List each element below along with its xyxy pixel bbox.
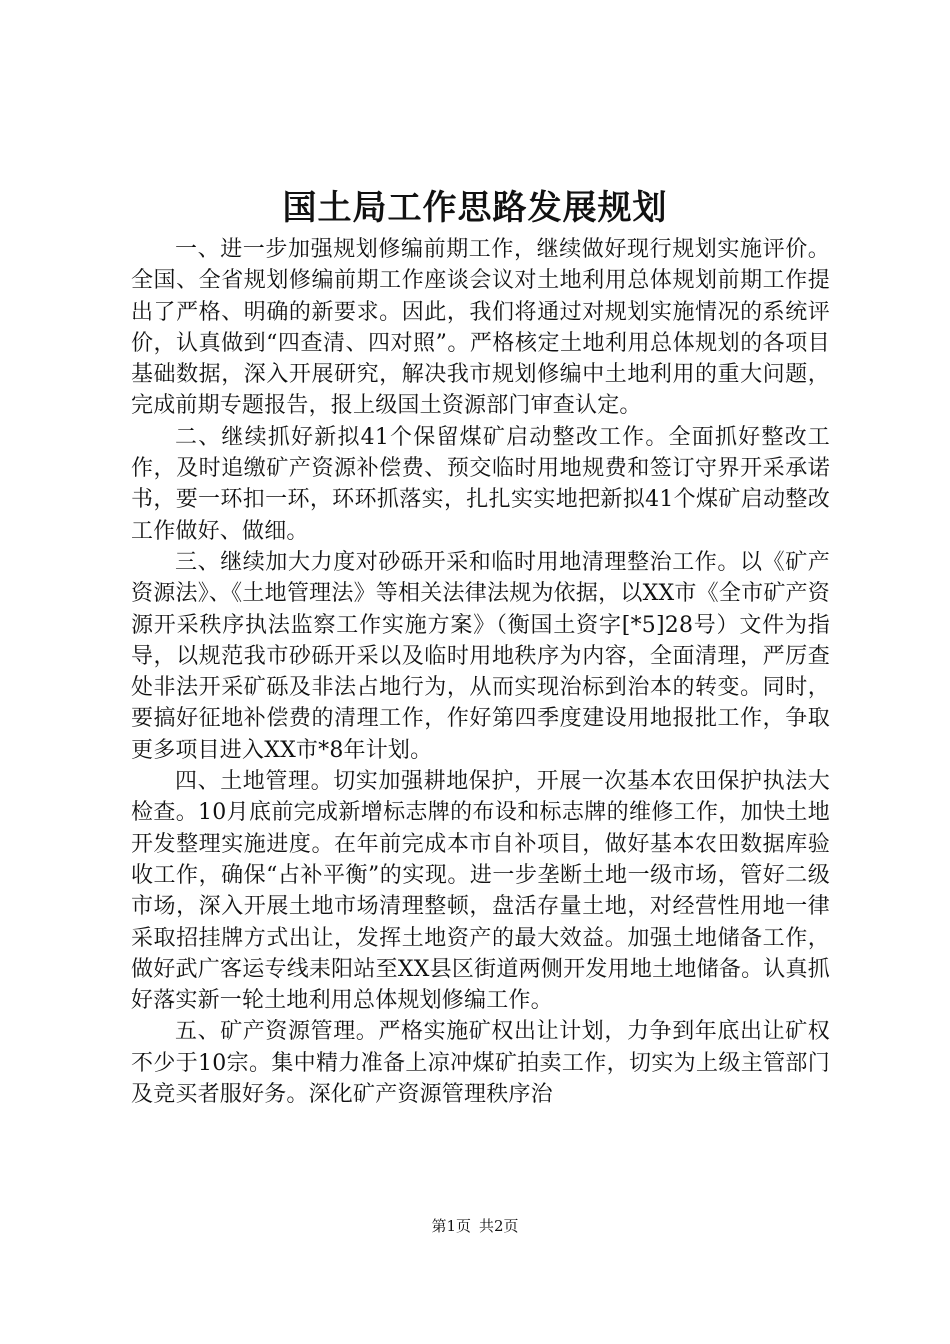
- document-title: 国土局工作思路发展规划: [282, 188, 668, 228]
- paragraph-1: 一、进一步加强规划修编前期工作，继续做好现行规划实施评价。全国、全省规划修编前期工作座谈会议对土地利用总体规划前期工作提出了严格、明确的新要求。因此，我们将通过对规划实施情况的系统评价，认真做到“四查清、四对照”。严格核定土地利用总体规划的各项目基础数据，深入开展研究，解决我市规划修编中土地利用的重大问题，完成前期专题报告，报上级国土资源部门审查认定。: [131, 237, 830, 419]
- paragraph-5: 五、矿产资源管理。严格实施矿权出让计划，力争到年底出让矿权不少于10宗。集中精力准备上凉冲煤矿拍卖工作，切实为上级主管部门及竞买者服好务。深化矿产资源管理秩序治: [131, 1019, 830, 1108]
- paragraph-3: 三、继续加大力度对砂砾开采和临时用地清理整治工作。以《矿产资源法》、《土地管理法》等相关法律法规为依据，以XX市《全市矿产资源开采秩序执法监察工作实施方案》（衡国土资字[*5]28号）文件为指导，以规范我市砂砾开采以及临时用地秩序为内容，全面清理，严厉查处非法开采矿砾及非法占地行为，从而实现治标到治本的转变。同时，要搞好征地补偿费的清理工作，作好第四季度建设用地报批工作，争取更多项目进入XX市*8年计划。: [131, 549, 830, 763]
- page-footer: [0, 1216, 950, 1236]
- paragraph-2: 二、继续抓好新拟41个保留煤矿启动整改工作。全面抓好整改工作，及时追缴矿产资源补偿费、预交临时用地规费和签订守界开采承诺书，要一环扣一环，环环抓落实，扎扎实实地把新拟41个煤矿启动整改工作做好、做细。: [131, 424, 830, 544]
- paragraph-4: 四、土地管理。切实加强耕地保护，开展一次基本农田保护执法大检查。10月底前完成新增标志牌的布设和标志牌的维修工作，加快土地开发整理实施进度。在年前完成本市自补项目，做好基本农田数据库验收工作，确保“占补平衡”的实现。进一步垄断土地一级市场，管好二级市场，深入开展土地市场清理整顿，盘活存量土地，对经营性用地一律采取招挂牌方式出让，发挥土地资产的最大效益。加强土地储备工作，做好武广客运专线耒阳站至XX县区街道两侧开发用地土地储备。认真抓好落实新一轮土地利用总体规划修编工作。: [131, 769, 830, 1014]
- page-total: 共2页: [479, 1217, 519, 1235]
- page-number: 第1页: [431, 1217, 471, 1235]
- document-body: [131, 234, 830, 1110]
